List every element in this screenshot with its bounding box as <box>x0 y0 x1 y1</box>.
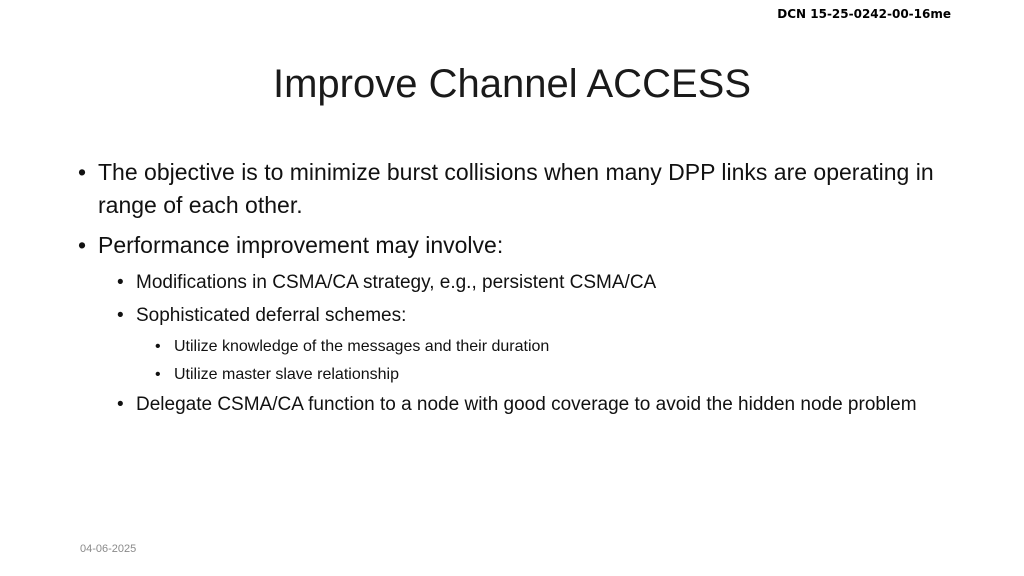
bullet-icon: • <box>78 232 87 258</box>
sub-sub-bullet-item <box>155 363 958 386</box>
sub-sub-bullet-item <box>155 335 958 358</box>
bullet-text: Performance improvement may involve: <box>98 232 504 258</box>
bullet-icon: • <box>117 305 124 326</box>
sub-bullet-item <box>117 269 958 297</box>
bullet-icon: • <box>117 394 124 415</box>
bullet-item <box>78 229 958 262</box>
bullet-text: Delegate CSMA/CA function to a node with good coverage to avoid the hidden node problem <box>136 394 917 415</box>
bullet-list <box>78 156 958 424</box>
bullet-text: Utilize knowledge of the messages and their duration <box>174 338 550 355</box>
bullet-icon: • <box>117 272 124 293</box>
bullet-icon: • <box>155 338 161 355</box>
bullet-item <box>78 156 958 222</box>
bullet-text: Modifications in CSMA/CA strategy, e.g., persistent CSMA/CA <box>136 272 657 293</box>
bullet-text: Utilize master slave relationship <box>174 366 399 383</box>
bullet-text: Sophisticated deferral schemes: <box>136 305 407 326</box>
bullet-icon: • <box>78 159 87 185</box>
bullet-text: The objective is to minimize burst collisions when many DPP links are operating in range of each other. <box>98 159 934 218</box>
slide-title: Improve Channel ACCESS <box>272 62 751 106</box>
bullet-icon: • <box>155 366 161 383</box>
footer-date: 04-06-2025 <box>80 543 137 555</box>
sub-bullet-item <box>117 391 958 419</box>
document-control-number: DCN 15-25-0242-00-16me <box>777 7 951 21</box>
sub-bullet-item <box>117 302 958 330</box>
